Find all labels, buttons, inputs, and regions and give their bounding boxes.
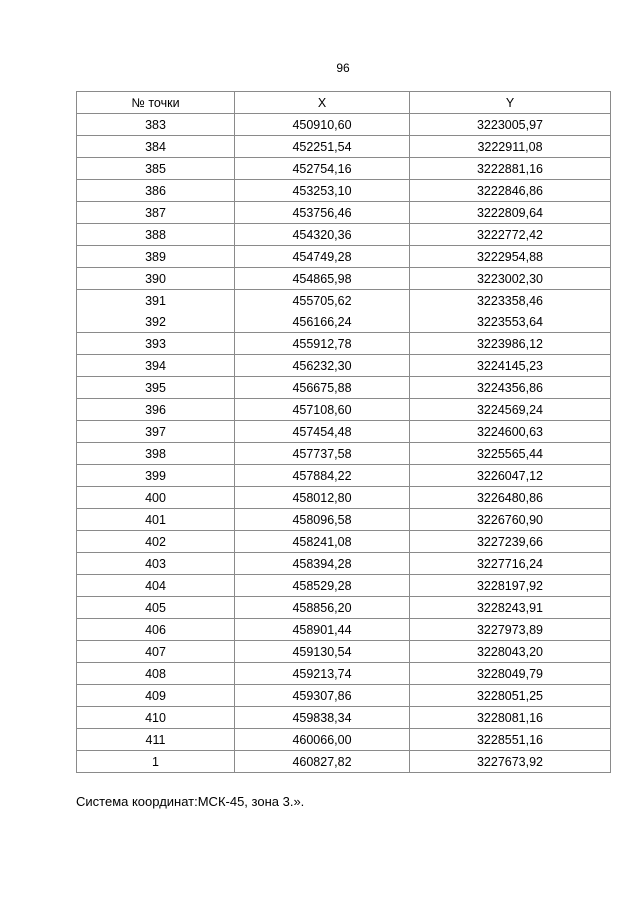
table-row xyxy=(77,685,611,707)
cell-y: 3222911,08 xyxy=(410,136,611,158)
table-row xyxy=(77,377,611,399)
cell-point-number: 401 xyxy=(77,509,235,531)
table-row xyxy=(77,136,611,158)
cell-x: 459838,34 xyxy=(235,707,410,729)
cell-y: 3223986,12 xyxy=(410,333,611,355)
table-row xyxy=(77,663,611,685)
cell-y: 3228049,79 xyxy=(410,663,611,685)
table-row xyxy=(77,509,611,531)
cell-y: 3224145,23 xyxy=(410,355,611,377)
cell-x: 457737,58 xyxy=(235,443,410,465)
cell-point-number: 399 xyxy=(77,465,235,487)
cell-y: 3222881,16 xyxy=(410,158,611,180)
cell-x: 455912,78 xyxy=(235,333,410,355)
table-row xyxy=(77,443,611,465)
table-row xyxy=(77,707,611,729)
cell-y: 3226480,86 xyxy=(410,487,611,509)
table-row xyxy=(77,355,611,377)
cell-point-number: 408 xyxy=(77,663,235,685)
cell-point-number: 409 xyxy=(77,685,235,707)
cell-x: 453756,46 xyxy=(235,202,410,224)
cell-x: 459130,54 xyxy=(235,641,410,663)
cell-y: 3228051,25 xyxy=(410,685,611,707)
table-row xyxy=(77,224,611,246)
cell-point-number: 385 xyxy=(77,158,235,180)
cell-point-number: 389 xyxy=(77,246,235,268)
table-row xyxy=(77,553,611,575)
cell-x: 457454,48 xyxy=(235,421,410,443)
cell-y: 3224569,24 xyxy=(410,399,611,421)
table-row xyxy=(77,202,611,224)
cell-point-number: 1 xyxy=(77,751,235,773)
cell-x: 450910,60 xyxy=(235,114,410,136)
table-row xyxy=(77,180,611,202)
table-row xyxy=(77,421,611,443)
cell-x: 459307,86 xyxy=(235,685,410,707)
cell-point-number: 384 xyxy=(77,136,235,158)
cell-x: 458096,58 xyxy=(235,509,410,531)
cell-y: 3222846,86 xyxy=(410,180,611,202)
cell-point-number: 390 xyxy=(77,268,235,290)
cell-x: 457884,22 xyxy=(235,465,410,487)
cell-point-number: 411 xyxy=(77,729,235,751)
cell-point-number: 387 xyxy=(77,202,235,224)
header-y: Y xyxy=(410,92,611,114)
cell-y: 3223553,64 xyxy=(410,311,611,333)
table-row xyxy=(77,729,611,751)
cell-y: 3226047,12 xyxy=(410,465,611,487)
cell-point-number: 391 xyxy=(77,290,235,312)
cell-point-number: 402 xyxy=(77,531,235,553)
cell-x: 455705,62 xyxy=(235,290,410,312)
table-row xyxy=(77,641,611,663)
cell-x: 459213,74 xyxy=(235,663,410,685)
cell-y: 3227716,24 xyxy=(410,553,611,575)
cell-point-number: 397 xyxy=(77,421,235,443)
cell-x: 458241,08 xyxy=(235,531,410,553)
cell-x: 458856,20 xyxy=(235,597,410,619)
table-row xyxy=(77,575,611,597)
table-header-row xyxy=(77,92,611,114)
cell-y: 3228081,16 xyxy=(410,707,611,729)
cell-y: 3224356,86 xyxy=(410,377,611,399)
cell-x: 460827,82 xyxy=(235,751,410,773)
cell-x: 452251,54 xyxy=(235,136,410,158)
cell-point-number: 388 xyxy=(77,224,235,246)
cell-point-number: 410 xyxy=(77,707,235,729)
cell-x: 456232,30 xyxy=(235,355,410,377)
table-row xyxy=(77,619,611,641)
table-row xyxy=(77,399,611,421)
cell-y: 3226760,90 xyxy=(410,509,611,531)
cell-y: 3222772,42 xyxy=(410,224,611,246)
table-row xyxy=(77,114,611,136)
cell-point-number: 394 xyxy=(77,355,235,377)
table-row xyxy=(77,158,611,180)
page-number: 96 xyxy=(336,61,350,75)
table-row xyxy=(77,290,611,312)
cell-y: 3228043,20 xyxy=(410,641,611,663)
cell-x: 452754,16 xyxy=(235,158,410,180)
cell-point-number: 404 xyxy=(77,575,235,597)
cell-y: 3227239,66 xyxy=(410,531,611,553)
cell-x: 458012,80 xyxy=(235,487,410,509)
cell-x: 458901,44 xyxy=(235,619,410,641)
cell-x: 457108,60 xyxy=(235,399,410,421)
cell-point-number: 392 xyxy=(77,311,235,333)
table-row xyxy=(77,531,611,553)
table-row xyxy=(77,333,611,355)
cell-y: 3223358,46 xyxy=(410,290,611,312)
cell-point-number: 398 xyxy=(77,443,235,465)
table-body xyxy=(77,114,611,773)
cell-y: 3222954,88 xyxy=(410,246,611,268)
cell-x: 460066,00 xyxy=(235,729,410,751)
cell-point-number: 400 xyxy=(77,487,235,509)
cell-x: 456166,24 xyxy=(235,311,410,333)
cell-y: 3228243,91 xyxy=(410,597,611,619)
table-row xyxy=(77,487,611,509)
coordinate-system-note: Система координат:МСК-45, зона 3.». xyxy=(76,794,305,809)
cell-point-number: 406 xyxy=(77,619,235,641)
cell-x: 456675,88 xyxy=(235,377,410,399)
cell-y: 3225565,44 xyxy=(410,443,611,465)
cell-y: 3222809,64 xyxy=(410,202,611,224)
coordinates-table xyxy=(76,91,611,773)
cell-y: 3227673,92 xyxy=(410,751,611,773)
cell-point-number: 403 xyxy=(77,553,235,575)
cell-point-number: 396 xyxy=(77,399,235,421)
cell-y: 3227973,89 xyxy=(410,619,611,641)
table-row xyxy=(77,465,611,487)
cell-point-number: 395 xyxy=(77,377,235,399)
header-x: X xyxy=(235,92,410,114)
cell-x: 454320,36 xyxy=(235,224,410,246)
cell-y: 3228197,92 xyxy=(410,575,611,597)
cell-y: 3223002,30 xyxy=(410,268,611,290)
cell-x: 453253,10 xyxy=(235,180,410,202)
cell-point-number: 407 xyxy=(77,641,235,663)
cell-point-number: 405 xyxy=(77,597,235,619)
cell-point-number: 393 xyxy=(77,333,235,355)
cell-x: 458394,28 xyxy=(235,553,410,575)
table-row xyxy=(77,268,611,290)
table-row xyxy=(77,246,611,268)
cell-x: 454865,98 xyxy=(235,268,410,290)
cell-y: 3228551,16 xyxy=(410,729,611,751)
cell-point-number: 386 xyxy=(77,180,235,202)
header-point-number: № точки xyxy=(77,92,235,114)
table-row xyxy=(77,751,611,773)
table-row xyxy=(77,597,611,619)
cell-x: 454749,28 xyxy=(235,246,410,268)
cell-x: 458529,28 xyxy=(235,575,410,597)
cell-y: 3224600,63 xyxy=(410,421,611,443)
table-row xyxy=(77,311,611,333)
cell-point-number: 383 xyxy=(77,114,235,136)
cell-y: 3223005,97 xyxy=(410,114,611,136)
